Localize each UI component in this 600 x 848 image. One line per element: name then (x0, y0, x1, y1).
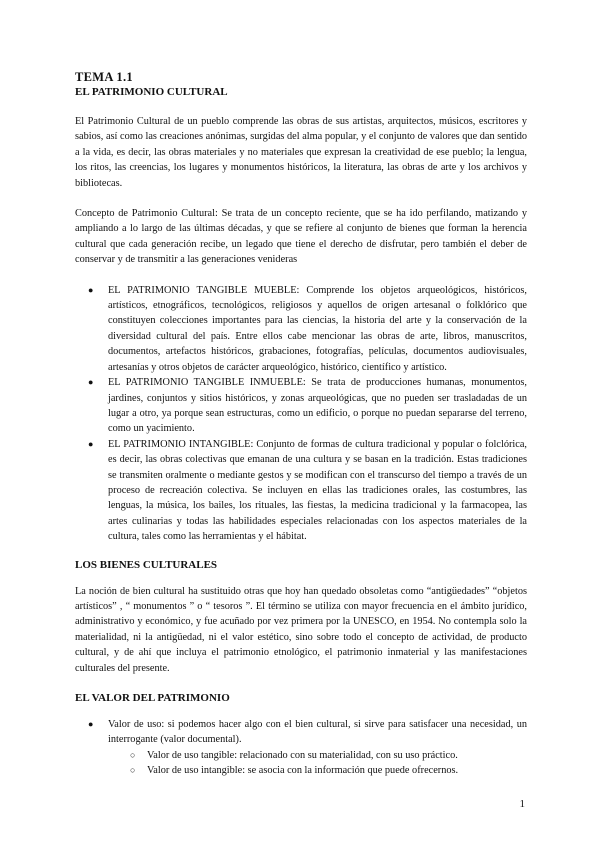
bullet-icon: ● (88, 377, 94, 388)
bullet-icon: ● (88, 438, 94, 449)
patrimonio-types-list (75, 283, 527, 545)
valor-sublist (75, 748, 527, 779)
section-title-valor: EL VALOR DEL PATRIMONIO (75, 692, 230, 704)
valor-list (75, 717, 527, 748)
circle-bullet-icon: ○ (130, 749, 136, 760)
list-item: ● EL PATRIMONIO TANGIBLE MUEBLE: Comprende los objetos arqueológicos, históricos, artísticos, etnográficos, tecnológicos, religiosos y aquellos de origen artesanal o folklórico que constituyen colecciones importantes para las ciencias, la historia del arte y la conservación de la diversidad cultural del país. Entre ellos cabe mencionar las obras de arte, libros, manuscritos, documentos, artefactos históricos, grabaciones, fotografías, películas, documentos audiovisuales, artesanías y otros objetos de carácter arqueológico, histórico, científico y artístico. (88, 284, 527, 373)
bullet-icon: ● (88, 284, 94, 295)
intro-paragraph: El Patrimonio Cultural de un pueblo comprende las obras de sus artistas, arquitectos, músicos, escritores y sabios, así como las creaciones anónimas, surgidas del alma popular, y el conjunto de valores que dan sentido a la vida, es decir, las obras materiales y no materiales que expresan la creatividad de ese pueblo; la lengua, los ritos, las creencias, los lugares y monumentos históricos, la literatura, las obras de arte y los archivos y bibliotecas. (75, 116, 527, 189)
bienes-paragraph: La noción de bien cultural ha sustituido otras que hoy han quedado obsoletas como “antigüedades” “objetos artísticos” , “ monumentos ” o “ tesoros ”. El término se utiliza con mayor frecuencia en el ámbito jurídico, administrativo y económico, y fue acuñado por vez primera por la UNESCO, en 1954. No contempla solo la materialidad, ni la antigüedad, ni el valor estético, sino sobre todo el concepto de actividad, de producto cultural, y de ahí que incluya el patrimonio etnológico, el patrimonio inmaterial y las manifestaciones culturales del presente. (75, 585, 527, 674)
circle-bullet-icon: ○ (130, 765, 136, 776)
doc-title: TEMA 1.1 (75, 70, 133, 84)
bullet-icon: ● (88, 719, 94, 729)
page-number: 1 (519, 798, 525, 810)
list-item: ○ Valor de uso intangible: se asocia con la información que puede ofrecernos. (75, 763, 527, 778)
document-page (75, 70, 527, 779)
list-item: ● EL PATRIMONIO INTANGIBLE: Conjunto de formas de cultura tradicional y popular o folclórica, es decir, las obras colectivas que emanan de una cultura y se basan en la tradición. Estas tradiciones se transmiten oralmente o mediante gestos y se modifican con el transcurso del tiempo a través de un proceso de recreación colectiva. Se incluyen en ellas las tradiciones orales, las costumbres, las lenguas, la música, los bailes, los rituales, las fiestas, la medicina tradicional y la farmacopea, las artes culinarias y todas las habilidades especiales relacionadas con los aspectos materiales de la cultura, tales como las herramientas y el hábitat. (88, 438, 527, 543)
section-title-bienes: LOS BIENES CULTURALES (75, 558, 218, 571)
list-item: ○ Valor de uso tangible: relacionado con su materialidad, con su uso práctico. (75, 748, 527, 763)
list-item: ● Valor de uso: si podemos hacer algo con el bien cultural, si sirve para satisfacer una necesidad, un interrogante (valor documental). (88, 719, 527, 746)
doc-subtitle: EL PATRIMONIO CULTURAL (75, 86, 228, 98)
concept-paragraph: Concepto de Patrimonio Cultural: Se trata de un concepto reciente, que se ha ido perfilando, matizando y ampliando a lo largo de las últimas décadas, y que se refiere al conjunto de bienes que forman la herencia cultural que cada generación recibe, un legado que tiene el derecho de disfrutar, pero también el deber de conservar y de transmitir a las generaciones venideras (75, 208, 527, 266)
list-item: ● EL PATRIMONIO TANGIBLE INMUEBLE: Se trata de producciones humanas, monumentos, jardines, conjuntos y sitios históricos, y zonas arqueológicas, que no pueden ser trasladadas de un lugar a otro, ya porque sean estructuras, como un edificio, o porque no puedan separarse del terreno, como un yacimiento. (88, 377, 527, 435)
